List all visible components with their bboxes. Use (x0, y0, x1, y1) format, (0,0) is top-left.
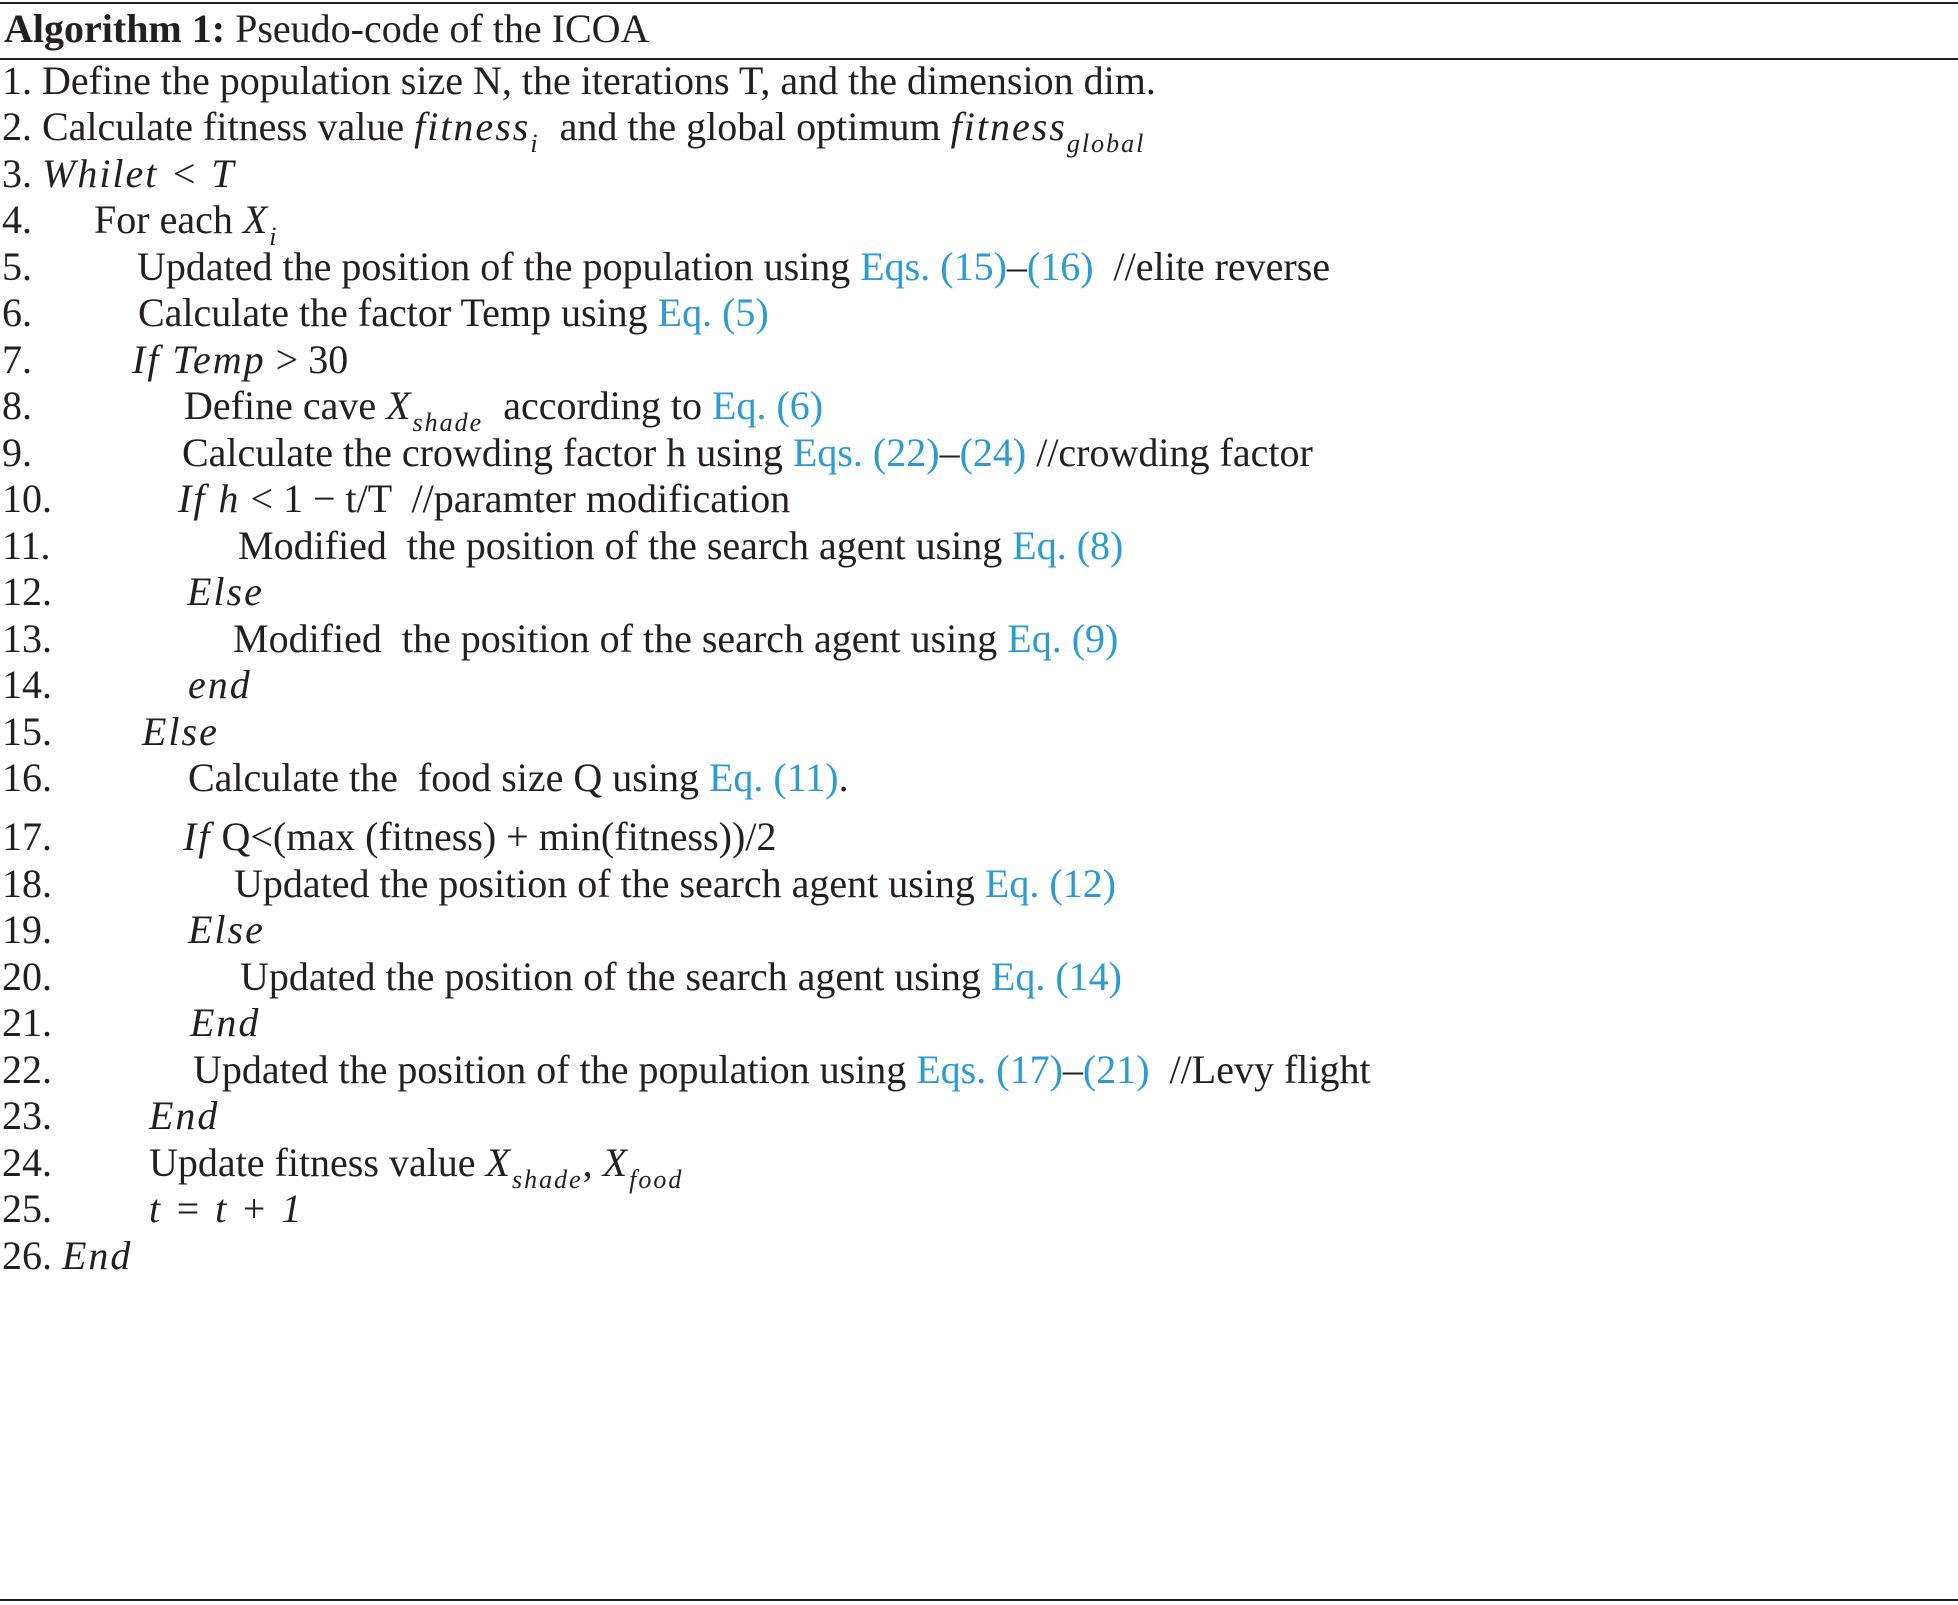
equation-link[interactable]: Eqs. (15) (860, 244, 1007, 289)
equation-link[interactable]: Eq. (8) (1012, 523, 1124, 568)
line-text: Define the population size N, the iterations T, and the dimension dim. (42, 58, 1156, 103)
line-number: 10. (2, 476, 52, 521)
algorithm-line: 15. Else (2, 703, 219, 761)
line-number: 12. (2, 569, 52, 614)
algorithm-line: 18. Updated the position of the search agent using Eq. (12) (2, 855, 1116, 913)
equation-link[interactable]: Eqs. (22) (792, 430, 940, 475)
algorithm-caption (4, 0, 649, 58)
algorithm-line: 7. If Temp > 30 (2, 331, 348, 389)
equation-link[interactable]: Eq. (11) (708, 755, 839, 800)
line-number: 21. (2, 1000, 52, 1045)
algorithm-line: 20. Updated the position of the search agent using Eq. (14) (2, 948, 1122, 1006)
line-number: 22. (2, 1047, 52, 1092)
line-number: 14. (2, 662, 52, 707)
algorithm-line: 19. Else (2, 901, 265, 959)
algorithm-line: 8. Define cave $X_{shade}$ according to Eq. (6) (2, 377, 823, 435)
algorithm-line: 14. end (2, 656, 252, 714)
algorithm-line: 25. t = t + 1 (2, 1180, 303, 1238)
line-number: 7. (2, 337, 32, 382)
equation-link[interactable]: Eq. (14) (990, 954, 1122, 999)
algorithm-line: 9. Calculate the crowding factor h using Eqs. (22)–(24) //crowding factor (2, 424, 1313, 482)
algorithm-line: 5. Updated the position of the population using Eqs. (15)–(16) //elite reverse (2, 238, 1330, 296)
line-number: 1. (2, 58, 32, 103)
line-number: 26. (2, 1233, 52, 1278)
line-number: 25. (2, 1186, 52, 1231)
algorithm-line: 12. Else (2, 563, 264, 621)
equation-link[interactable]: (21) (1082, 1047, 1150, 1092)
equation-link[interactable]: Eqs. (17) (916, 1047, 1063, 1092)
equation-link[interactable]: Eq. (6) (712, 383, 824, 428)
line-number: 9. (2, 430, 32, 475)
line-number: 3. (2, 151, 32, 196)
algorithm-line: 10. If h < 1 − t/T //paramter modification (2, 470, 790, 528)
algorithm-line: 11. Modified the position of the search agent using Eq. (8) (2, 517, 1123, 575)
algorithm-line: 2. Calculate fitness value fitness$_i$ and the global optimum fitness$_{global}$ (2, 98, 1145, 156)
algorithm-line: 3. Whilet < T (2, 145, 236, 203)
algorithm-line: 4. For each $X_i$ (2, 191, 279, 249)
caption-label: Algorithm 1: (4, 6, 226, 51)
algorithm-line: 21. End (2, 994, 260, 1052)
line-number: 6. (2, 290, 32, 335)
line-number: 4. (2, 197, 32, 242)
bottom-rule (0, 1599, 1958, 1601)
algorithm-line: 6. Calculate the factor Temp using Eq. (5) (2, 284, 769, 342)
equation-link[interactable]: Eq. (9) (1007, 616, 1119, 661)
line-number: 8. (2, 383, 32, 428)
equation-link[interactable]: (16) (1026, 244, 1094, 289)
line-number: 2. (2, 104, 32, 149)
line-number: 16. (2, 755, 52, 800)
line-number: 5. (2, 244, 32, 289)
algorithm-line: 24. Update fitness value $X_{shade}$, $X_{food}$ (2, 1134, 683, 1192)
line-number: 19. (2, 907, 52, 952)
line-number: 23. (2, 1093, 52, 1138)
equation-link[interactable]: Eq. (5) (657, 290, 769, 335)
algorithm-line: 23. End (2, 1087, 219, 1145)
algorithm-line: 13. Modified the position of the search agent using Eq. (9) (2, 610, 1118, 668)
algorithm-line: 17. If Q<(max (fitness) + min(fitness))/2 (2, 808, 776, 866)
line-number: 13. (2, 616, 52, 661)
algorithm-line: 22. Updated the position of the population using Eqs. (17)–(21) //Levy flight (2, 1041, 1371, 1099)
line-number: 18. (2, 861, 52, 906)
line-number: 20. (2, 954, 52, 999)
line-number: 15. (2, 709, 52, 754)
algorithm-line: 26. End (2, 1227, 132, 1285)
line-number: 24. (2, 1140, 52, 1185)
equation-link[interactable]: (24) (959, 430, 1027, 475)
equation-link[interactable]: Eq. (12) (984, 861, 1116, 906)
algorithm-line: 16. Calculate the food size Q using Eq. (11). (2, 749, 849, 807)
caption-title: Pseudo-code of the ICOA (235, 6, 650, 51)
line-number: 11. (2, 523, 51, 568)
line-number: 17. (2, 814, 52, 859)
